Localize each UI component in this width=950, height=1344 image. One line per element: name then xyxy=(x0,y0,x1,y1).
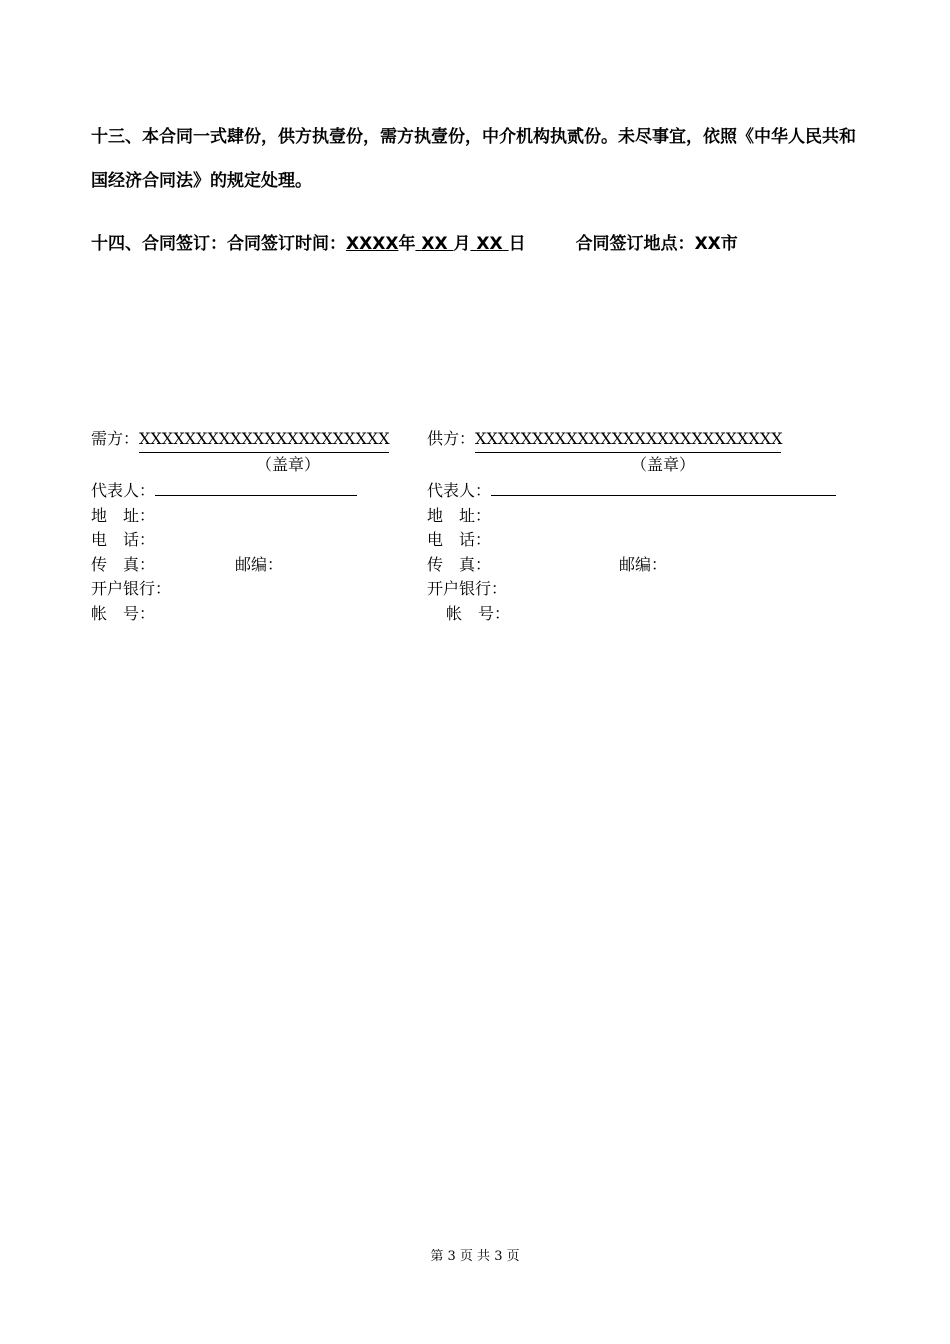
seller-rep-row xyxy=(427,477,836,504)
seller-name: XXXXXXXXXXXXXXXXXXXXXXXXXXX xyxy=(475,427,781,453)
place-label: 合同签订地点： xyxy=(575,234,695,254)
seller-phone: 电 话： xyxy=(427,530,492,549)
seller-label: 供方： xyxy=(427,429,476,448)
clause-14-prefix: 十四、合同签订：合同签订时间： xyxy=(91,234,346,254)
seller-fax-row xyxy=(427,553,836,578)
buyer-account: 帐 号： xyxy=(91,603,156,623)
seller-rep-label: 代表人： xyxy=(427,481,492,500)
seller-account: 帐 号： xyxy=(446,603,511,623)
buyer-rep-label: 代表人： xyxy=(91,481,156,500)
seller-bank: 开户银行： xyxy=(427,579,508,598)
page-footer: 第 3 页 共 3 页 xyxy=(430,1249,520,1264)
seller-rep-line xyxy=(491,477,836,496)
seller-zip: 邮编： xyxy=(619,554,668,574)
buyer-block xyxy=(91,427,389,626)
buyer-address: 地 址： xyxy=(91,505,156,525)
buyer-rep-line xyxy=(155,477,357,496)
buyer-name: XXXXXXXXXXXXXXXXXXXXXX xyxy=(139,427,389,453)
day-label: 日 xyxy=(508,234,526,254)
buyer-rep-row xyxy=(91,477,389,504)
buyer-zip: 邮编： xyxy=(235,554,284,574)
month-label: 月 xyxy=(453,234,471,254)
buyer-fax-row xyxy=(91,553,389,578)
seller-block xyxy=(427,427,836,626)
seller-name-row xyxy=(427,427,836,453)
buyer-fax: 传 真： xyxy=(91,554,156,574)
sign-place: XX市 xyxy=(694,234,738,254)
seller-address: 地 址： xyxy=(427,505,492,525)
seller-seal: （盖章） xyxy=(631,454,696,474)
year-label: 年 xyxy=(398,234,416,254)
sign-day: XX xyxy=(476,234,503,254)
clause-14 xyxy=(91,222,738,266)
sign-year: XXXX xyxy=(346,234,399,254)
buyer-label: 需方： xyxy=(91,429,140,448)
buyer-seal: （盖章） xyxy=(256,454,321,474)
buyer-phone: 电 话： xyxy=(91,530,156,549)
sign-month: XX xyxy=(421,234,448,254)
clause-13: 十三、本合同一式肆份，供方执壹份，需方执壹份，中介机构执贰份。未尽事宜，依照《中华人民共和国经济合同法》的规定处理。 xyxy=(91,127,856,191)
buyer-bank: 开户银行： xyxy=(91,579,172,598)
seller-fax: 传 真： xyxy=(427,554,492,574)
buyer-name-row xyxy=(91,427,389,453)
